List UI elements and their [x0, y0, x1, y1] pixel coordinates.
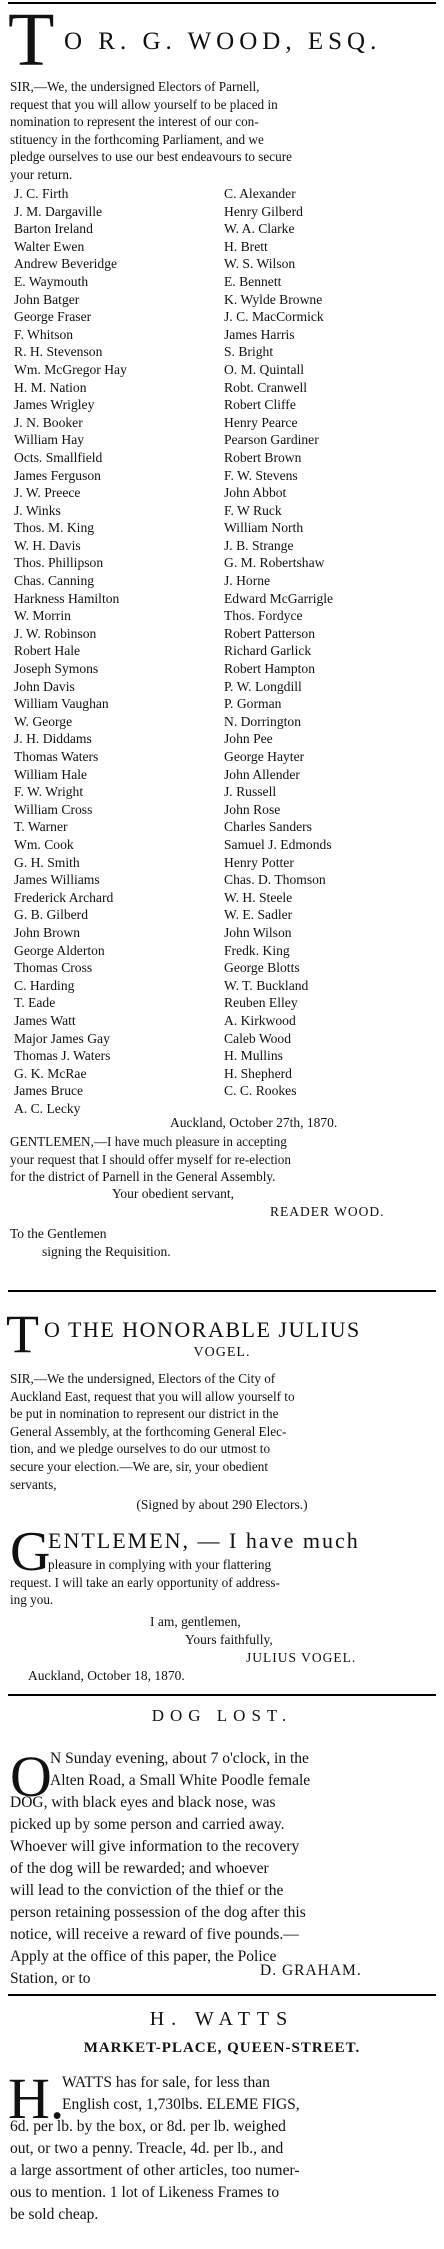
signatory-name: James Bruce [14, 1083, 84, 1099]
wood-para-line: pledge ourselves to use our best endeavours to secure [10, 149, 292, 165]
signatory-name: W. T. Buckland [224, 977, 309, 993]
signatory-name: Harkness Hamilton [14, 590, 120, 606]
wood-drop-cap: T [8, 0, 55, 82]
signatory-name: John Davis [14, 678, 75, 694]
signatory-name: Andrew Beveridge [14, 256, 118, 272]
vogel-para-line: General Assembly, at the forthcoming General Elec- [10, 1423, 287, 1439]
vogel-drop-cap: T [6, 1304, 39, 1364]
signatory-name: J. B. Strange [224, 537, 294, 553]
signatory-name: J. H. Diddams [14, 731, 92, 747]
signatory-name: F. W. Wright [14, 784, 84, 800]
signatory-name: G. H. Smith [14, 854, 80, 870]
vogel-para-line: tion, and we pledge ourselves to do our utmost to [10, 1441, 271, 1457]
signatory-name: Robt. Cranwell [224, 379, 308, 395]
signatory-name: John Rose [224, 801, 281, 817]
signatory-name: James Harris [224, 326, 295, 342]
signatory-name: George Fraser [14, 309, 92, 325]
watts-name: H. WATTS [149, 2008, 295, 2030]
signatory-name: H. Brett [224, 238, 268, 254]
signatory-name: P. Gorman [224, 696, 282, 712]
signatory-name: Thomas J. Waters [14, 1048, 111, 1064]
signatory-name: A. C. Lecky [14, 1100, 81, 1116]
vogel-reply-line: ing you. [10, 1592, 54, 1608]
signatory-name: Reuben Elley [224, 995, 298, 1011]
signatory-name: Samuel J. Edmonds [224, 836, 332, 852]
signatory-name: C. C. Rookes [224, 1083, 297, 1099]
signatory-name: F. W Ruck [224, 502, 282, 518]
signatory-name: Thos. Fordyce [224, 608, 303, 624]
signatory-name: J. M. Dargaville [14, 203, 103, 219]
signatory-name: C. Harding [14, 977, 75, 993]
signatory-name: C. Alexander [224, 186, 296, 201]
dog-line: Alten Road, a Small White Poodle female [50, 1772, 311, 1789]
signatory-name: F. W. Stevens [224, 467, 298, 483]
vogel-requisition [10, 1370, 434, 1493]
wood-para-line: stituency in the forthcoming Parliament, and we [10, 131, 264, 147]
watts-line: a large assortment of other articles, too numer- [10, 2162, 300, 2179]
dog-line: Whoever will give information to the recovery [10, 1838, 300, 1855]
watts-line: 6d. per lb. by the box, or 8d. per lb. weighed [10, 2118, 286, 2135]
signatory-name: Frederick Archard [14, 889, 114, 905]
signatory-name: W. George [14, 713, 73, 729]
wood-reply-line: your request that I should offer myself for re-election [10, 1151, 291, 1167]
signatory-name: W. A. Clarke [224, 221, 295, 237]
signatory-name: Henry Gilberd [224, 203, 303, 219]
signatory-name: Robert Patterson [224, 625, 315, 641]
signatory-name: John Allender [224, 766, 300, 782]
signatory-name: Octs. Smallfield [14, 449, 103, 465]
signatory-name: Thomas Waters [14, 749, 99, 764]
wood-reply-line: for the district of Parnell in the General Assembly. [10, 1169, 276, 1185]
dog-line: will lead to the conviction of the thief or the [10, 1882, 284, 1899]
signatory-name: Barton Ireland [14, 221, 93, 237]
signatory-name: Fredk. King [224, 942, 290, 958]
vogel-para-line: be put in nomination to represent our district in the [10, 1406, 279, 1422]
dog-line: person retaining possession of the dog after this [10, 1904, 306, 1921]
top-rule [8, 2, 436, 4]
signatory-name: Walter Ewen [14, 238, 85, 254]
watts-location: MARKET-PLACE, QUEEN-STREET. [83, 2040, 361, 2056]
signatories-right [224, 185, 444, 1100]
wood-para-line: SIR,—We, the undersigned Electors of Parnell, [10, 79, 260, 94]
signatory-name: E. Bennett [224, 273, 282, 289]
signatory-name: T. Eade [14, 995, 56, 1011]
watts-body [8, 2066, 434, 2226]
wood-servant: Your obedient servant, [112, 1186, 234, 1201]
dog-line: of the dog will be rewarded; and whoever [10, 1860, 269, 1877]
dog-line: N Sunday evening, about 7 o'clock, in the [50, 1750, 309, 1767]
signatory-name: John Brown [14, 924, 81, 940]
vogel-para-line: secure your election.—We are, sir, your obedient [10, 1458, 269, 1474]
divider [8, 1994, 436, 1996]
signatory-name: Thomas Cross [14, 960, 93, 976]
signatory-name: George Alderton [14, 942, 105, 958]
wood-requisition [10, 78, 434, 184]
signatory-name: William Hay [14, 432, 85, 448]
signatory-name: George Hayter [224, 749, 305, 764]
signatory-name: Chas. Canning [14, 573, 95, 589]
signatory-name: P. W. Longdill [224, 678, 302, 694]
signatory-name: J. C. MacCormick [224, 309, 324, 325]
signatory-name: Edward McGarrigle [224, 590, 334, 606]
dog-title: DOG LOST. [151, 1706, 293, 1725]
watts-line: WATTS has for sale, for less than [62, 2074, 270, 2091]
signatory-name: R. H. Stevenson [14, 344, 103, 360]
signatory-name: Robert Brown [224, 449, 302, 465]
wood-title: O R. G. WOOD, ESQ. [64, 28, 382, 55]
signatory-name: William Vaughan [14, 696, 109, 712]
wood-para-line: nomination to represent the interest of our con- [10, 114, 259, 130]
watts-line: ous to mention. 1 lot of Likeness Frames to [10, 2184, 280, 2201]
wood-para-line: request that you will allow yourself to be placed in [10, 96, 278, 112]
signatory-name: Wm. Cook [14, 836, 74, 852]
wood-reply-line: GENTLEMEN,—I have much pleasure in accepting [10, 1134, 287, 1149]
signatory-name: Thos. M. King [14, 520, 95, 536]
signatory-name: John Pee [224, 731, 273, 747]
signatory-name: A. Kirkwood [224, 1012, 296, 1028]
signatory-name: Henry Pearce [224, 414, 298, 430]
signatory-name: J. Russell [224, 784, 277, 800]
wood-para-line: your return. [10, 166, 73, 182]
dog-signature: D. GRAHAM. [260, 1962, 362, 1979]
vogel-reply-line: request. I will take an early opportunity of address- [10, 1574, 280, 1590]
signatory-name: Caleb Wood [224, 1030, 291, 1046]
wood-heading [8, 0, 436, 82]
signatory-name: George Blotts [224, 960, 300, 976]
wood-signature: READER WOOD. [270, 1204, 385, 1219]
signatory-name: Thos. Phillipson [14, 555, 104, 571]
signatory-name: Robert Hampton [224, 661, 315, 677]
wood-to-line: To the Gentlemen [10, 1226, 107, 1241]
divider [8, 1290, 436, 1292]
signatory-name: James Williams [14, 872, 100, 888]
dog-line: picked up by some person and carried away. [10, 1816, 285, 1833]
signatory-name: Chas. D. Thomson [224, 872, 326, 888]
signatory-name: W. H. Steele [224, 889, 293, 905]
wood-to-line2: signing the Requisition. [42, 1244, 171, 1259]
vogel-reply-line: pleasure in complying with your flattering [48, 1557, 272, 1572]
signatory-name: Robert Cliffe [224, 397, 296, 413]
signatory-name: W. S. Wilson [224, 256, 296, 272]
dog-line: notice, will receive a reward of five pounds.— [10, 1926, 299, 1943]
signatory-name: K. Wylde Browne [224, 291, 323, 307]
signatory-name: G. M. Robertshaw [224, 555, 325, 571]
signatory-name: O. M. Quintall [224, 361, 305, 377]
vogel-title: O THE HONORABLE JULIUS [44, 1317, 361, 1342]
signatory-name: J. W. Robinson [14, 625, 97, 641]
signatory-name: G. B. Gilberd [14, 907, 89, 923]
signatory-name: Pearson Gardiner [224, 432, 319, 448]
dog-body [10, 1744, 434, 1990]
dog-line: DOG, with black eyes and black nose, was [10, 1794, 276, 1811]
signatory-name: N. Dorrington [224, 713, 302, 729]
watts-line: out, or two a penny. Treacle, 4d. per lb., and [10, 2140, 284, 2157]
signatory-name: H. Mullins [224, 1048, 283, 1064]
vogel-para-line: Auckland East, request that you will allow yourself to [10, 1388, 295, 1404]
dog-line: Station, or to [10, 1970, 91, 1987]
signatory-name: J. Horne [224, 573, 271, 589]
signatory-name: Richard Garlick [224, 643, 312, 659]
signatory-name: S. Bright [224, 344, 274, 360]
signatory-name: Charles Sanders [224, 819, 312, 835]
gentlemen-drop-cap: G [10, 1521, 51, 1583]
signatory-name: William Cross [14, 801, 93, 817]
signatory-name: James Watt [14, 1012, 76, 1028]
signatory-name: Wm. McGregor Hay [14, 361, 127, 377]
signatory-name: W. Morrin [14, 608, 71, 624]
signatory-name: J. N. Booker [14, 414, 83, 430]
vogel-para-line: servants, [10, 1476, 57, 1492]
signatory-name: F. Whitson [14, 326, 74, 342]
signatory-name: John Abbot [224, 485, 287, 501]
signatory-name: William North [224, 520, 304, 536]
signatory-name: H. M. Nation [14, 379, 87, 395]
divider [8, 1694, 436, 1696]
signatory-name: W. E. Sadler [224, 907, 293, 923]
signatory-name: Major James Gay [14, 1030, 110, 1046]
signatory-name: T. Warner [14, 819, 68, 835]
signatory-name: W. H. Davis [14, 537, 81, 553]
signatory-name: Robert Hale [14, 643, 81, 659]
vogel-reply [10, 1556, 434, 1609]
wood-reply [10, 1133, 434, 1186]
signatory-name: J. W. Preece [14, 485, 81, 501]
signatory-name: John Batger [14, 291, 80, 307]
watts-drop-cap: H. [8, 2066, 65, 2131]
signatory-name: E. Waymouth [14, 273, 89, 289]
dog-drop-cap: O [10, 1744, 52, 1809]
vogel-signed: (Signed by about 290 Electors.) [136, 1497, 308, 1512]
watts-line: English cost, 1,730lbs. ELEME FIGS, [62, 2096, 300, 2113]
vogel-am: I am, gentlemen, [150, 1614, 241, 1629]
signatory-name: H. Shepherd [224, 1065, 292, 1081]
signatory-name: J. C. Firth [14, 186, 69, 201]
vogel-para-line: SIR,—We the undersigned, Electors of the City of [10, 1371, 276, 1386]
wood-date: Auckland, October 27th, 1870. [170, 1115, 338, 1130]
vogel-yours: Yours faithfully, [185, 1632, 273, 1647]
vogel-subtitle: VOGEL. [193, 1345, 251, 1360]
signatory-name: James Wrigley [14, 397, 95, 413]
watts-line: be sold cheap. [10, 2206, 99, 2223]
signatory-name: John Wilson [224, 924, 292, 940]
signatory-name: J. Winks [14, 502, 61, 518]
vogel-date: Auckland, October 18, 1870. [28, 1668, 185, 1683]
vogel-signature: JULIUS VOGEL. [246, 1650, 357, 1665]
signatory-name: William Hale [14, 766, 88, 782]
signatories-left [14, 185, 234, 1117]
signatory-name: G. K. McRae [14, 1065, 87, 1081]
signatory-name: James Ferguson [14, 467, 101, 483]
dog-line: Apply at the office of this paper, the Police [10, 1948, 277, 1965]
signatory-name: Joseph Symons [14, 661, 99, 677]
signatory-name: Henry Potter [224, 854, 294, 870]
gentlemen-heading: ENTLEMEN, — I have much [48, 1528, 360, 1553]
